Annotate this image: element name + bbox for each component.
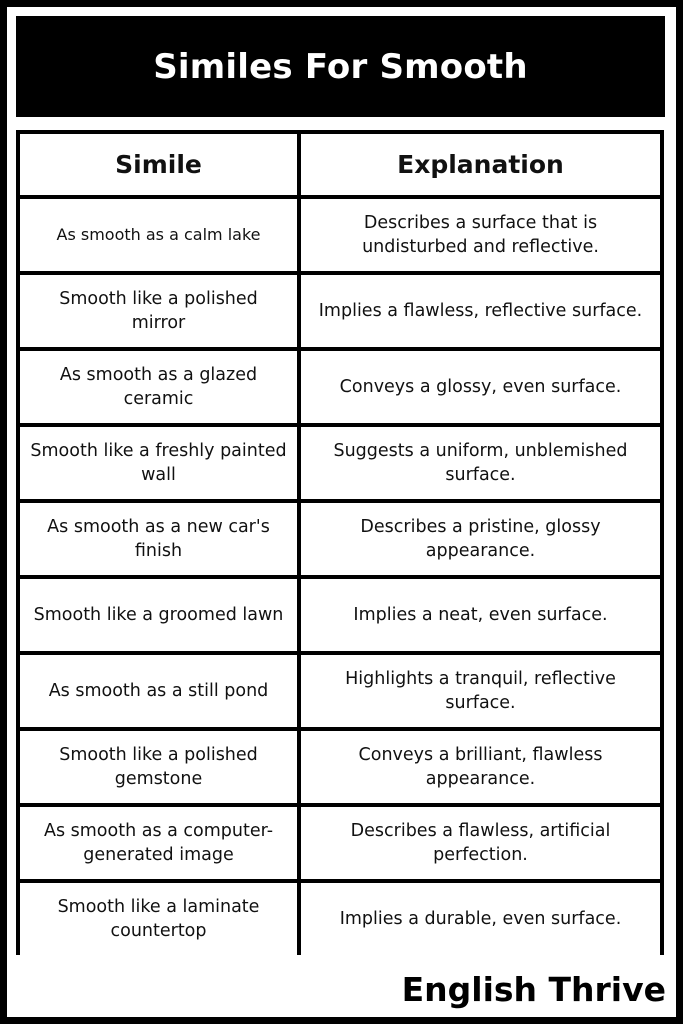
- similes-table: [16, 130, 664, 955]
- explanation-cell: Implies a durable, even surface.: [301, 883, 660, 955]
- column-header-explanation: Explanation: [301, 134, 660, 195]
- explanation-cell: Conveys a brilliant, flawless appearance.: [301, 731, 660, 803]
- explanation-cell: Describes a flawless, artificial perfection.: [301, 807, 660, 879]
- explanation-cell: Implies a flawless, reflective surface.: [301, 275, 660, 347]
- simile-cell: As smooth as a computer-generated image: [20, 807, 297, 879]
- simile-cell: Smooth like a freshly painted wall: [20, 427, 297, 499]
- explanation-cell: Highlights a tranquil, reflective surface.: [301, 655, 660, 727]
- explanation-cell: Implies a neat, even surface.: [301, 579, 660, 651]
- simile-cell: Smooth like a polished mirror: [20, 275, 297, 347]
- explanation-cell: Describes a pristine, glossy appearance.: [301, 503, 660, 575]
- explanation-cell: Describes a surface that is undisturbed and reflective.: [301, 199, 660, 271]
- simile-cell: As smooth as a still pond: [20, 655, 297, 727]
- simile-cell: Smooth like a groomed lawn: [20, 579, 297, 651]
- simile-cell: As smooth as a new car's finish: [20, 503, 297, 575]
- simile-cell: As smooth as a glazed ceramic: [20, 351, 297, 423]
- brand-name: English Thrive: [401, 970, 666, 1009]
- simile-cell: As smooth as a calm lake: [20, 199, 297, 271]
- page-title: Similes For Smooth: [16, 16, 665, 117]
- simile-cell: Smooth like a polished gemstone: [20, 731, 297, 803]
- explanation-cell: Conveys a glossy, even surface.: [301, 351, 660, 423]
- simile-cell: Smooth like a laminate countertop: [20, 883, 297, 955]
- column-header-simile: Simile: [20, 134, 297, 195]
- explanation-cell: Suggests a uniform, unblemished surface.: [301, 427, 660, 499]
